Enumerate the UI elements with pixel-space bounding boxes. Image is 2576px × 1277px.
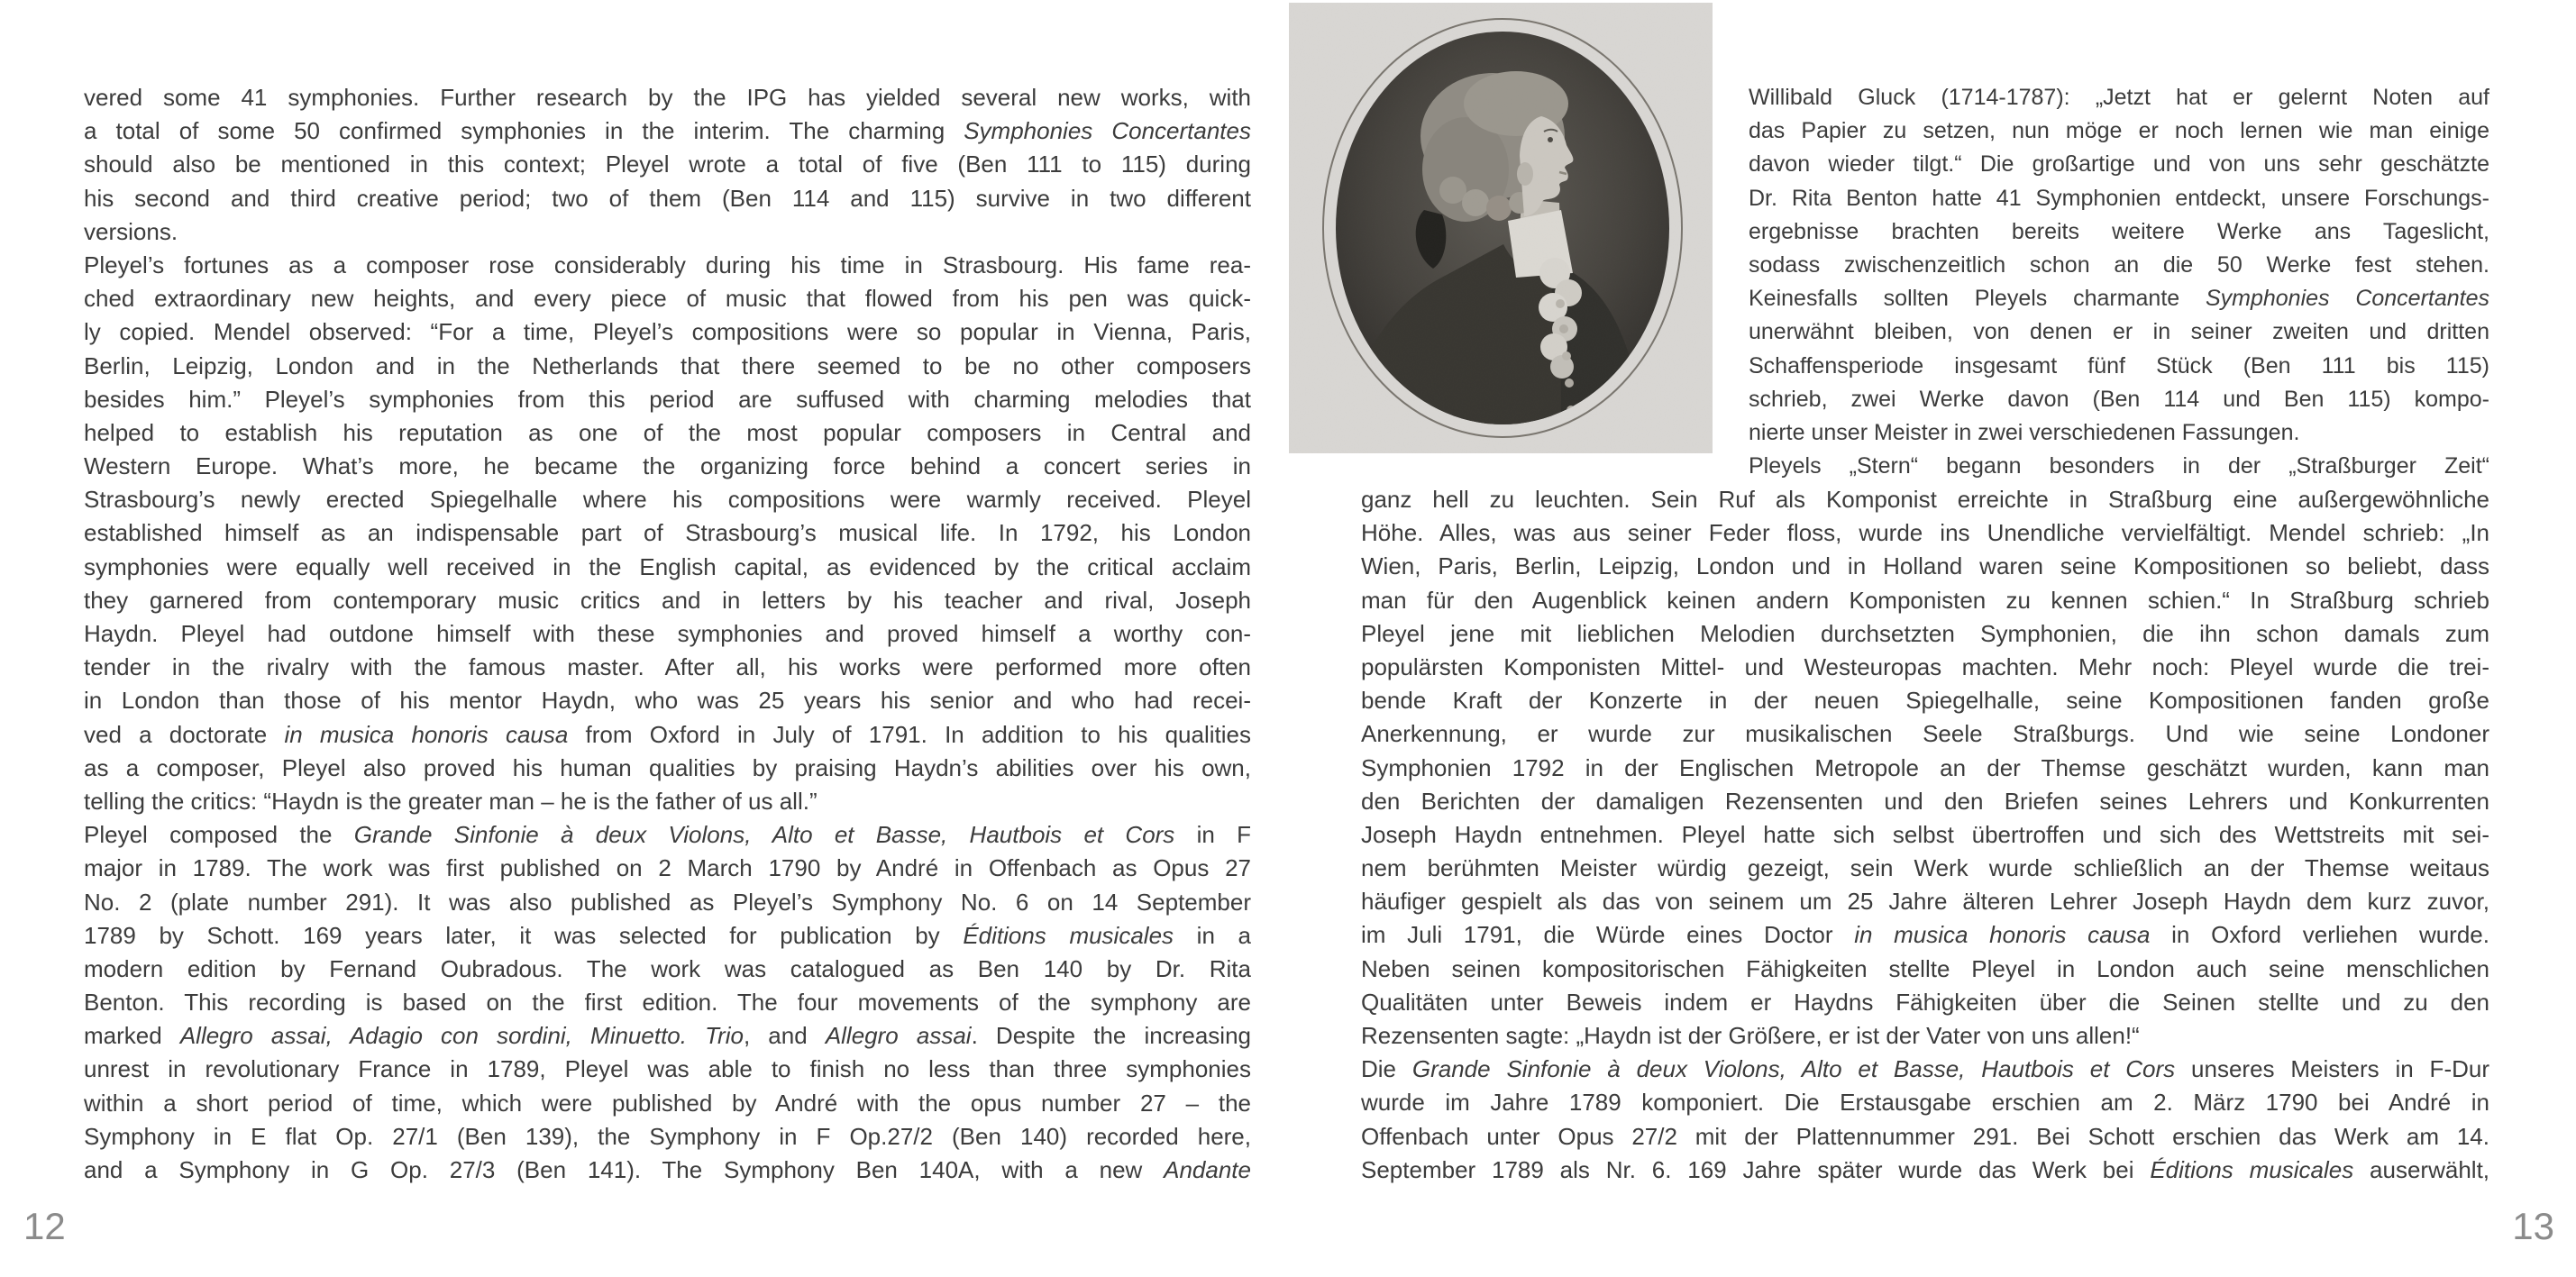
text-line: Anerkennung, er wurde zur musikalischen Seele Straßburgs. Und wie seine Londoner xyxy=(1361,720,2489,748)
text-line: Western Europe. What’s more, he became the organizing force behind a concert series in xyxy=(84,452,1251,480)
text-line: schrieb, zwei Werke davon (Ben 114 und Ben 115) kompo- xyxy=(1749,386,2489,412)
text-line: Pleyel’s fortunes as a composer rose considerably during his time in Strasbourg. His fame rea- xyxy=(84,251,1251,278)
text-line: Dr. Rita Benton hatte 41 Symphonien entdeckt, unsere Forschungs- xyxy=(1749,185,2489,211)
text-line: das Papier zu setzen, nun möge er noch lernen wie man einige xyxy=(1749,118,2489,144)
text-line: Schaffensperiode insgesamt fünf Stück (Ben 111 bis 115) xyxy=(1749,352,2489,379)
text-line: versions. xyxy=(84,217,178,245)
text-line: den Berichten der damaligen Rezensenten und den Briefen seines Lehrers und Konkurrenten xyxy=(1361,787,2489,815)
text-line: Berlin, Leipzig, London and in the Netherlands that there seemed to be no other composers xyxy=(84,351,1251,379)
text-line: telling the critics: “Haydn is the greater man – he is the father of us all.” xyxy=(84,787,818,815)
text-line: Symphony in E flat Op. 27/1 (Ben 139), the Symphony in F Op.27/2 (Ben 140) recorded here, xyxy=(84,1122,1251,1150)
text-line: ched extraordinary new heights, and every piece of music that flowed from his pen was quick- xyxy=(84,285,1251,313)
text-line: besides him.” Pleyel’s symphonies from this period are suffused with charming melodies that xyxy=(84,385,1251,413)
text-line: Qualitäten unter Beweis indem er Haydns Fähigkeiten über die Seinen stellte und zu den xyxy=(1361,988,2489,1016)
text-line: Symphonien 1792 in der Englischen Metropole an der Themse geschätzt wurden, kann man xyxy=(1361,753,2489,781)
text-line: 1789 by Schott. 169 years later, it was selected for publication by Éditions musicales in a xyxy=(84,921,1251,949)
text-line: Neben seinen kompositorischen Fähigkeiten stellte Pleyel in London auch seine menschlichen xyxy=(1361,954,2489,982)
text-line: bende Kraft der Konzerte in der neuen Spiegelhalle, seine Kompositionen fanden große xyxy=(1361,687,2489,715)
text-line: Willibald Gluck (1714-1787): „Jetzt hat er gelernt Noten auf xyxy=(1749,85,2489,110)
text-line: Wien, Paris, Berlin, Leipzig, London und in Holland waren seine Kompositionen so beliebt, dass xyxy=(1361,552,2489,580)
text-line: vered some 41 symphonies. Further research by the IPG has yielded several new works, with xyxy=(84,84,1251,111)
text-line: Offenbach unter Opus 27/2 mit der Plattennummer 291. Bei Schott erschien das Werk am 14. xyxy=(1361,1122,2489,1150)
text-line: modern edition by Fernand Oubradous. The work was catalogued as Ben 140 by Dr. Rita xyxy=(84,954,1251,982)
text-line: a total of some 50 confirmed symphonies in the interim. The charming Symphonies Concertantes xyxy=(84,117,1251,145)
text-line: in London than those of his mentor Haydn, who was 25 years his senior and who had recei- xyxy=(84,687,1251,715)
text-line: and a Symphony in G Op. 27/3 (Ben 141). The Symphony Ben 140A, with a new Andante xyxy=(84,1156,1251,1183)
text-line: nierte unser Meister in zwei verschiedenen Fassungen. xyxy=(1749,419,2300,445)
text-line: wurde im Jahre 1789 komponiert. Die Erstausgabe erschien am 2. März 1790 bei André in xyxy=(1361,1089,2489,1117)
german-text-column-narrow xyxy=(1749,81,2489,483)
text-line: sodass zwischenzeitlich schon an die 50 Werke fest stehen. xyxy=(1749,251,2489,278)
text-line: as a composer, Pleyel also proved his human qualities by praising Haydn’s abilities over his own, xyxy=(84,753,1251,781)
text-line: marked Allegro assai, Adagio con sordini, Minuetto. Trio, and Allegro assai. Despite the increasing xyxy=(84,1022,1251,1050)
text-line: within a short period of time, which were published by André with the opus number 27 – the xyxy=(84,1089,1251,1117)
text-line: September 1789 als Nr. 6. 169 Jahre später wurde das Werk bei Éditions musicales auserwählt, xyxy=(1361,1155,2489,1183)
text-line: nem berühmten Meister würdig gezeigt, sein Werk wurde schließlich an der Themse weitaus xyxy=(1361,854,2489,882)
text-line: populärsten Komponisten Mittel- und Westeuropas machten. Mehr noch: Pleyel wurde die trei- xyxy=(1361,652,2489,680)
text-line: davon wieder tilgt.“ Die großartige und von uns sehr geschätzte xyxy=(1749,151,2489,178)
text-line: Haydn. Pleyel had outdone himself with these symphonies and proved himself a worthy con- xyxy=(84,620,1251,647)
portrait-oval-engraving-graphic xyxy=(1289,3,1713,453)
text-line: his second and third creative period; two of them (Ben 114 and 115) survive in two different xyxy=(84,184,1251,212)
portrait-grain-texture xyxy=(1289,3,1713,453)
text-line: unerwähnt bleiben, von denen er in seiner zweiten und dritten xyxy=(1749,319,2489,345)
text-line: ly copied. Mendel observed: “For a time, Pleyel’s compositions were so popular in Vienna, Paris, xyxy=(84,318,1251,346)
text-line: Pleyel jene mit lieblichen Melodien durchsetzten Symphonien, die ihn schon damals zum xyxy=(1361,619,2489,647)
text-line: Höhe. Alles, was aus seiner Feder floss, wurde ins Unendliche vervielfältigt. Mendel schrieb: „In xyxy=(1361,519,2489,547)
text-line: established himself as an indispensable part of Strasbourg’s musical life. In 1792, his London xyxy=(84,519,1251,547)
text-line: Strasbourg’s newly erected Spiegelhalle where his compositions were warmly received. Pleyel xyxy=(84,486,1251,514)
text-line: Rezensenten sagte: „Haydn ist der Größere, er ist der Vater von uns allen!“ xyxy=(1361,1022,2140,1049)
text-line: Pleyels „Stern“ begann besonders in der „Straßburger Zeit“ xyxy=(1749,453,2489,479)
text-line: im Juli 1791, die Würde eines Doctor in musica honoris causa in Oxford verliehen wurde. xyxy=(1361,921,2489,949)
text-line: they garnered from contemporary music critics and in letters by his teacher and rival, Joseph xyxy=(84,586,1251,614)
page-number-left: 12 xyxy=(23,1205,66,1247)
text-line: ganz hell zu leuchten. Sein Ruf als Komponist erreichte in Straßburg eine außergewöhnliche xyxy=(1361,486,2489,513)
text-line: häufiger gespielt als das von seinem um 25 Jahre älteren Lehrer Joseph Haydn dem kurz zuvor, xyxy=(1361,888,2489,916)
text-line: man für den Augenblick keinen andern Komponisten zu kennen schien.“ In Straßburg schrieb xyxy=(1361,586,2489,614)
text-line: tender in the rivalry with the famous master. After all, his works were performed more often xyxy=(84,653,1251,681)
text-line: No. 2 (plate number 291). It was also published as Pleyel’s Symphony No. 6 on 14 September xyxy=(84,888,1251,916)
text-line: Pleyel composed the Grande Sinfonie à deux Violons, Alto et Basse, Hautbois et Cors in F xyxy=(84,821,1251,849)
text-line: ergebnisse brachten bereits weitere Werke ans Tageslicht, xyxy=(1749,218,2489,244)
text-line: Die Grande Sinfonie à deux Violons, Alto et Basse, Hautbois et Cors unseres Meisters in F-Dur xyxy=(1361,1055,2489,1083)
text-line: Joseph Haydn entnehmen. Pleyel hatte sich selbst übertroffen und sich des Wettstreits mit sei- xyxy=(1361,820,2489,848)
english-text-column xyxy=(84,81,1251,1187)
text-line: ved a doctorate in musica honoris causa from Oxford in July of 1791. In addition to his qualities xyxy=(84,720,1251,748)
text-line: should also be mentioned in this context; Pleyel wrote a total of five (Ben 111 to 115) during xyxy=(84,151,1251,178)
german-text-column-full xyxy=(1361,483,2489,1187)
text-line: unrest in revolutionary France in 1789, Pleyel was able to finish no less than three symphonies xyxy=(84,1055,1251,1083)
text-line: helped to establish his reputation as one of the most popular composers in Central and xyxy=(84,418,1251,446)
text-line: major in 1789. The work was first published on 2 March 1790 by André in Offenbach as Opus 27 xyxy=(84,854,1251,882)
text-line: Keinesfalls sollten Pleyels charmante Symphonies Concertantes xyxy=(1749,286,2489,312)
page-number-right: 13 xyxy=(2512,1205,2554,1247)
text-line: Benton. This recording is based on the first edition. The four movements of the symphony are xyxy=(84,989,1251,1017)
pleyel-portrait-engraving xyxy=(1289,3,1713,453)
text-line: symphonies were equally well received in the English capital, as evidenced by the critical acclaim xyxy=(84,552,1251,580)
